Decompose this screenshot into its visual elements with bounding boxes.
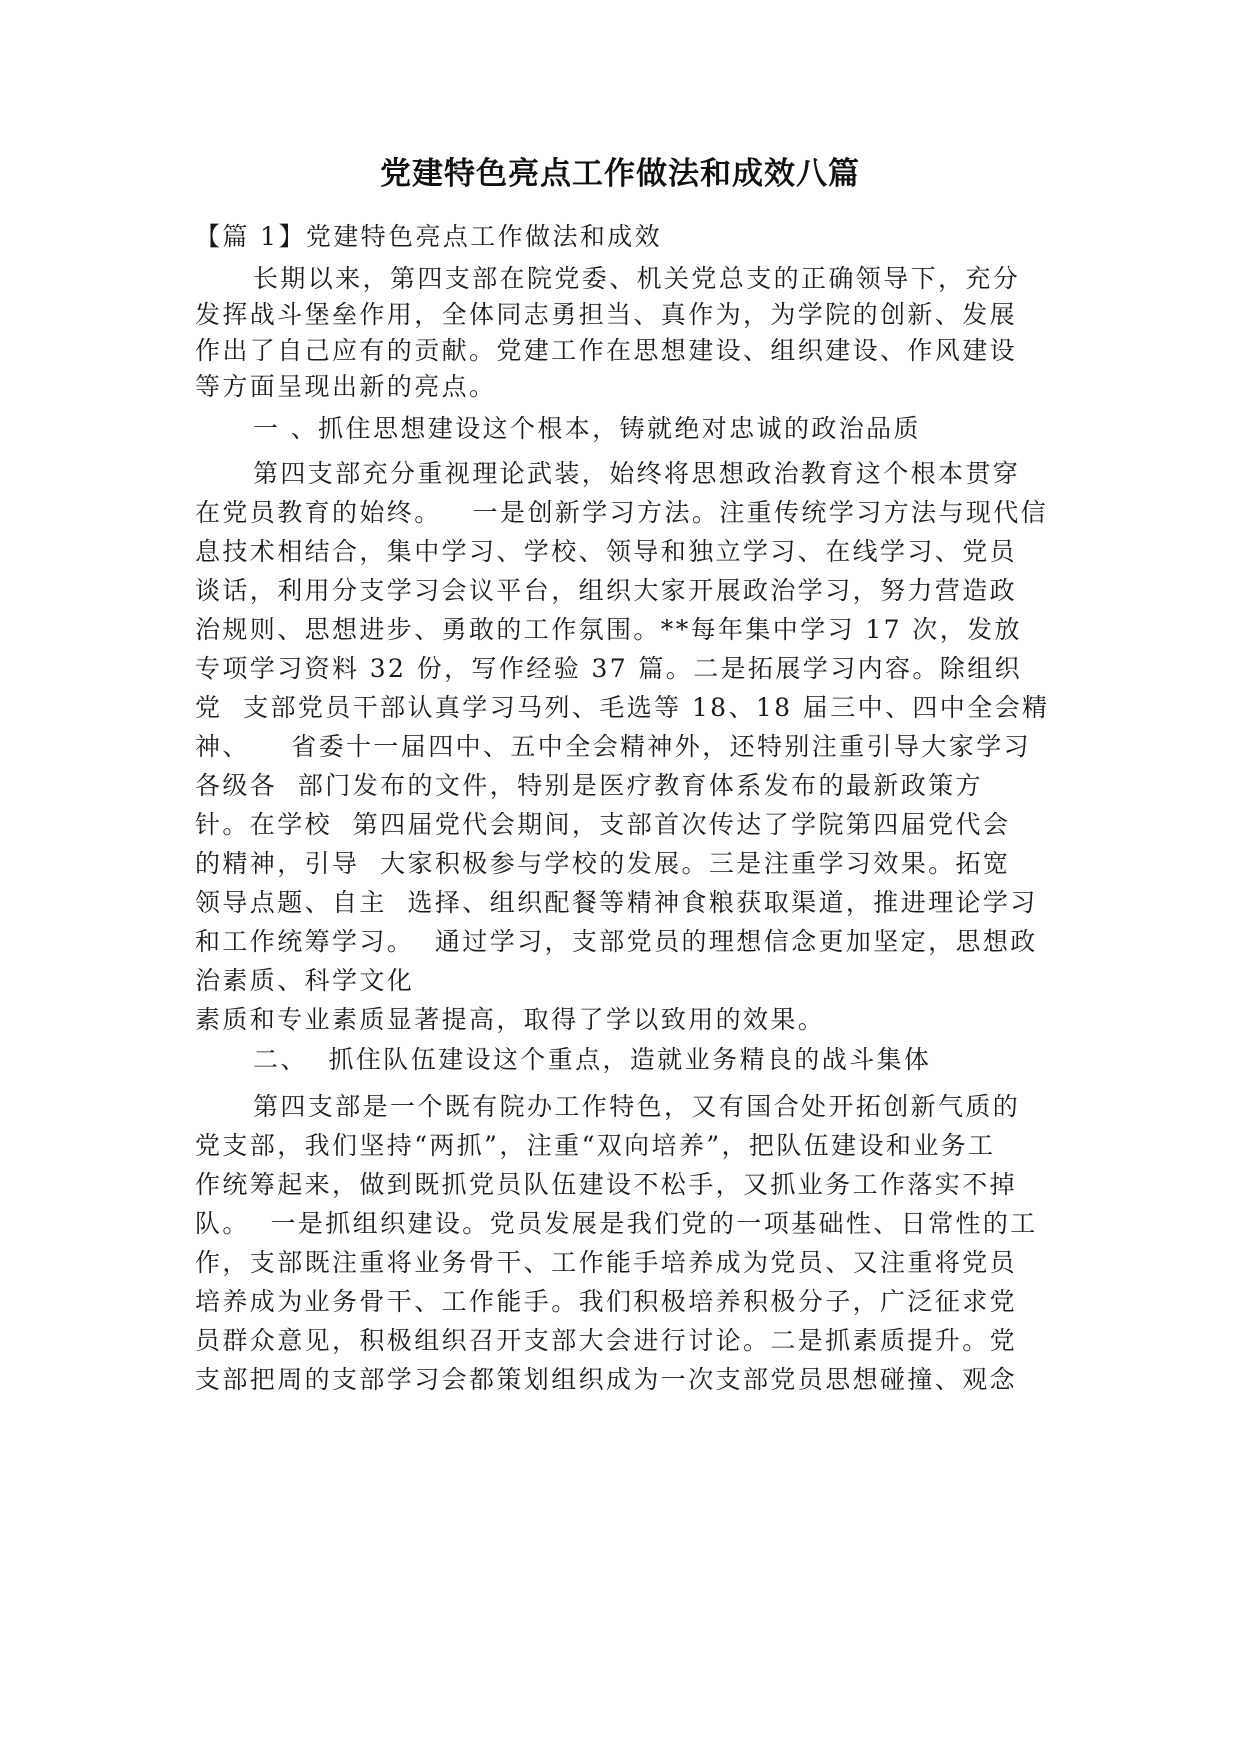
paragraph-line: 领导点题、自主 选择、组织配餐等精神食粮获取渠道，推进理论学习 [195,888,1038,917]
paragraph-line: 的精神，引导 大家积极参与学校的发展。三是注重学习效果。拓宽 [195,849,1011,878]
paragraph-line: 治规则、思想进步、勇敢的工作氛围。**每年集中学习 17 次，发放 [195,615,1022,644]
paragraph-line: 发挥战斗堡垒作用，全体同志勇担当、真作为，为学院的创新、发展 [195,300,1018,329]
paragraph-line: 治素质、科学文化 [195,966,415,995]
subsection-heading: 一 、抓住思想建设这个根本，铸就绝对忠诚的政治品质 [253,414,921,443]
paragraph-line: 党 支部党员干部认真学习马列、毛选等 18、18 届三中、四中全会精 [195,693,1050,722]
paragraph-line: 等方面呈现出新的亮点。 [195,372,497,401]
paragraph-line: 素质和专业素质显著提高，取得了学以致用的效果。 [195,1005,826,1034]
paragraph-line: 和工作统筹学习。 通过学习，支部党员的理想信念更加坚定，思想政 [195,927,1038,956]
paragraph-line: 神、 省委十一届四中、五中全会精神外，还特别注重引导大家学习 [195,732,1031,761]
paragraph-line: 在党员教育的始终。 一是创新学习方法。注重传统学习方法与现代信 [195,498,1049,527]
section-heading: 【篇 1】党建特色亮点工作做法和成效 [195,222,663,251]
paragraph-line: 谈话，利用分支学习会议平台，组织大家开展政治学习，努力营造政 [195,576,1018,605]
paragraph-line: 针。在学校 第四届党代会期间，支部首次传达了学院第四届党代会 [195,810,1011,839]
paragraph-line: 第四支部充分重视理论武装，始终将思想政治教育这个根本贯穿 [253,459,1021,488]
paragraph-line: 息技术相结合，集中学习、学校、领导和独立学习、在线学习、党员 [195,537,1018,566]
paragraph-line: 第四支部是一个既有院办工作特色，又有国合处开拓创新气质的 [253,1092,1021,1121]
paragraph-line: 作出了自己应有的贡献。党建工作在思想建设、组织建设、作风建设 [195,336,1018,365]
paragraph-line: 专项学习资料 32 份，写作经验 37 篇。二是拓展学习内容。除组织 [195,654,1023,683]
subsection-heading: 二、 抓住队伍建设这个重点，造就业务精良的战斗集体 [253,1045,932,1074]
paragraph-line: 党支部，我们坚持“两抓”，注重“双向培养”，把队伍建设和业务工 [195,1131,996,1160]
paragraph-line: 队。 一是抓组织建设。党员发展是我们党的一项基础性、日常性的工 [195,1209,1038,1238]
paragraph-line: 作，支部既注重将业务骨干、工作能手培养成为党员、又注重将党员 [195,1248,1018,1277]
paragraph-line: 支部把周的支部学习会都策划组织成为一次支部党员思想碰撞、观念 [195,1365,1018,1394]
paragraph-line: 各级各 部门发布的文件，特别是医疗教育体系发布的最新政策方 [195,771,983,800]
paragraph-line: 作统筹起来，做到既抓党员队伍建设不松手，又抓业务工作落实不掉 [195,1170,1018,1199]
paragraph-line: 培养成为业务骨干、工作能手。我们积极培养积极分子，广泛征求党 [195,1287,1018,1316]
paragraph-line: 长期以来，第四支部在院党委、机关党总支的正确领导下，充分 [253,264,1021,293]
document-title: 党建特色亮点工作做法和成效八篇 [380,156,860,192]
paragraph-line: 员群众意见，积极组织召开支部大会进行讨论。二是抓素质提升。党 [195,1326,1018,1355]
